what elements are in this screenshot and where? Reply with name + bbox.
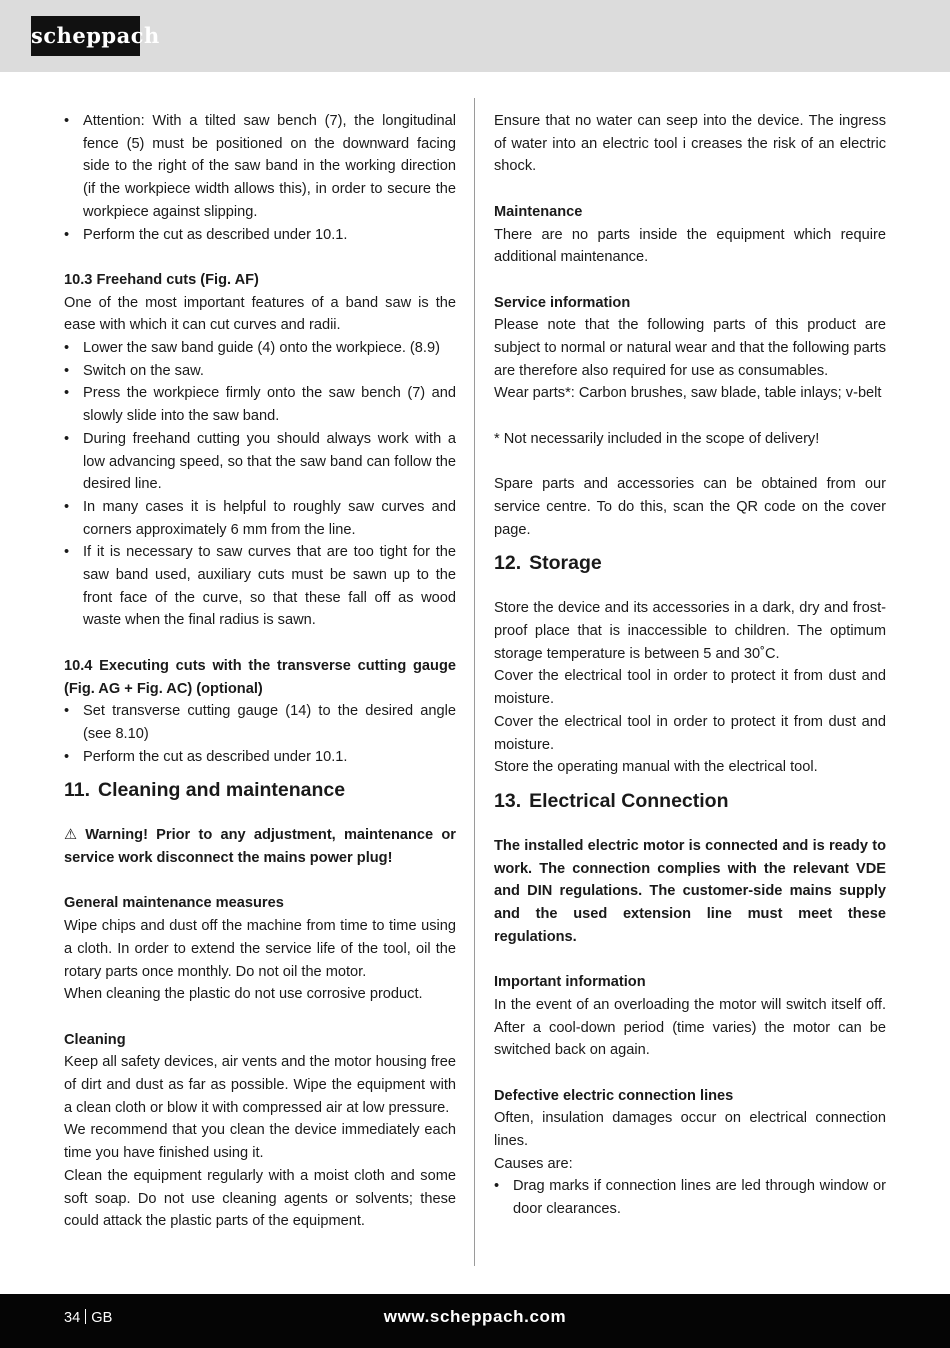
page-number: 34 GB — [64, 1310, 113, 1326]
bullet-list-transverse — [64, 700, 456, 768]
left-column — [64, 110, 456, 1233]
electrical-connection-bold-text: The installed electric motor is connected and is ready to work. The connection complies with the relevant VDE and DIN regulations. The customer-side mains supply and the used extension line must meet these regulations. — [494, 837, 886, 945]
wear-parts-text: Wear parts*: Carbon brushes, saw blade, table inlays; v-belt — [494, 385, 882, 402]
bullet-list-causes — [494, 1175, 886, 1220]
delivery-note: * Not necessarily included in the scope of delivery! — [494, 430, 820, 447]
cleaning-text: Clean the equipment regularly with a moist cloth and some soft soap. Do not use cleaning agents or solvents; these could attack the plastic parts of the equipment. — [64, 1167, 456, 1230]
list-item: • Set transverse cutting gauge (14) to the desired angle (see 8.10) — [64, 700, 456, 745]
general-maintenance-heading: General maintenance measures — [64, 895, 284, 912]
section-10-3-intro: One of the most important features of a band saw is the ease with which it can cut curves and radii. — [64, 294, 456, 334]
list-item: • Lower the saw band guide (4) onto the workpiece. (8.9) — [64, 337, 456, 360]
section-11-heading: 11. Cleaning and maintenance — [64, 779, 346, 802]
section-10-3-heading: 10.3 Freehand cuts (Fig. AF) — [64, 271, 259, 288]
list-item: • If it is necessary to saw curves that are too tight for the saw band used, auxiliary cuts must be sawn up to the front face of the curve, so that these fall off as wood waste when the final radius is sawn. — [64, 541, 456, 632]
storage-text: Cover the electrical tool in order to protect it from dust and moisture. — [494, 668, 886, 708]
cleaning-text: Keep all safety devices, air vents and the motor housing free of dirt and dust as far as possible. Wipe the equipment with a clean cloth or blow it with compressed air at low pressure. — [64, 1054, 456, 1116]
list-item: • Attention: With a tilted saw bench (7), the longitudinal fence (5) must be positioned on the downward facing side to the right of the saw band in the working direction (if the workpiece width allows this), in order to secure the workpiece against slipping. — [64, 110, 456, 224]
bullet-list-freehand — [64, 337, 456, 632]
list-item: • Perform the cut as described under 10.1. — [64, 224, 456, 247]
storage-text: Store the operating manual with the electrical tool. — [494, 759, 818, 776]
spare-parts-text: Spare parts and accessories can be obtained from our service centre. To do this, scan the QR code on the cover page. — [494, 476, 886, 538]
bullet-list-tilted-bench — [64, 110, 456, 246]
storage-text: Cover the electrical tool in order to protect it from dust and moisture. — [494, 713, 886, 753]
list-item: • Perform the cut as described under 10.1. — [64, 746, 456, 769]
warning-text: ⚠ Warning! Prior to any adjustment, maintenance or service work disconnect the mains power plug! — [64, 827, 456, 867]
service-information-heading: Service information — [494, 294, 631, 311]
storage-text: Store the device and its accessories in a dark, dry and frost-proof place that is inaccessible to children. The optimum storage temperature is between 5 and 30˚C. — [494, 600, 886, 662]
maintenance-heading: Maintenance — [494, 203, 583, 220]
list-item: • During freehand cutting you should always work with a low advancing speed, so that the saw band can follow the desired line. — [64, 428, 456, 496]
header-bar — [0, 0, 950, 72]
causes-label: Causes are: — [494, 1155, 573, 1172]
cleaning-text: We recommend that you clean the device immediately each time you have finished using it. — [64, 1122, 456, 1162]
general-maintenance-text: When cleaning the plastic do not use corrosive product. — [64, 986, 423, 1003]
brand-logo: scheppach — [31, 16, 140, 56]
important-information-text: In the event of an overloading the motor will switch itself off. After a cool-down period (time varies) the motor can be switched back on again. — [494, 996, 886, 1059]
defective-lines-text: Often, insulation damages occur on electrical connection lines. — [494, 1110, 886, 1150]
section-13-heading: 13. Electrical Connection — [494, 789, 729, 812]
list-item: • In many cases it is helpful to roughly saw curves and corners approximately 6 mm from the line. — [64, 496, 456, 541]
warning-icon: ⚠ — [64, 827, 82, 844]
general-maintenance-text: Wipe chips and dust off the machine from time to time using a cloth. In order to extend the service life of the tool, oil the rotary parts once monthly. Do not oil the motor. — [64, 918, 456, 980]
footer-bar — [0, 1294, 950, 1348]
website-link[interactable]: www.scheppach.com — [383, 1307, 567, 1326]
list-item: • Switch on the saw. — [64, 360, 456, 383]
important-information-heading: Important information — [494, 974, 646, 991]
list-item: • Press the workpiece firmly onto the saw bench (7) and slowly slide into the saw band. — [64, 382, 456, 427]
service-information-text: Please note that the following parts of this product are subject to normal or natural wear and that the following parts are therefore also required for use as consumables. — [494, 317, 886, 379]
maintenance-text: There are no parts inside the equipment which require additional maintenance. — [494, 226, 886, 266]
column-divider — [474, 98, 475, 1266]
cleaning-heading: Cleaning — [64, 1031, 126, 1048]
section-10-4-heading: 10.4 Executing cuts with the transverse cutting gauge (Fig. AG + Fig. AC) (optional) — [64, 657, 456, 697]
right-column — [494, 110, 886, 1221]
defective-lines-heading: Defective electric connection lines — [494, 1087, 734, 1104]
section-12-heading: 12. Storage — [494, 552, 602, 575]
water-warning-text: Ensure that no water can seep into the device. The ingress of water into an electric tool i creases the risk of an electric shock. — [494, 113, 886, 175]
list-item: • Drag marks if connection lines are led through window or door clearances. — [494, 1175, 886, 1220]
